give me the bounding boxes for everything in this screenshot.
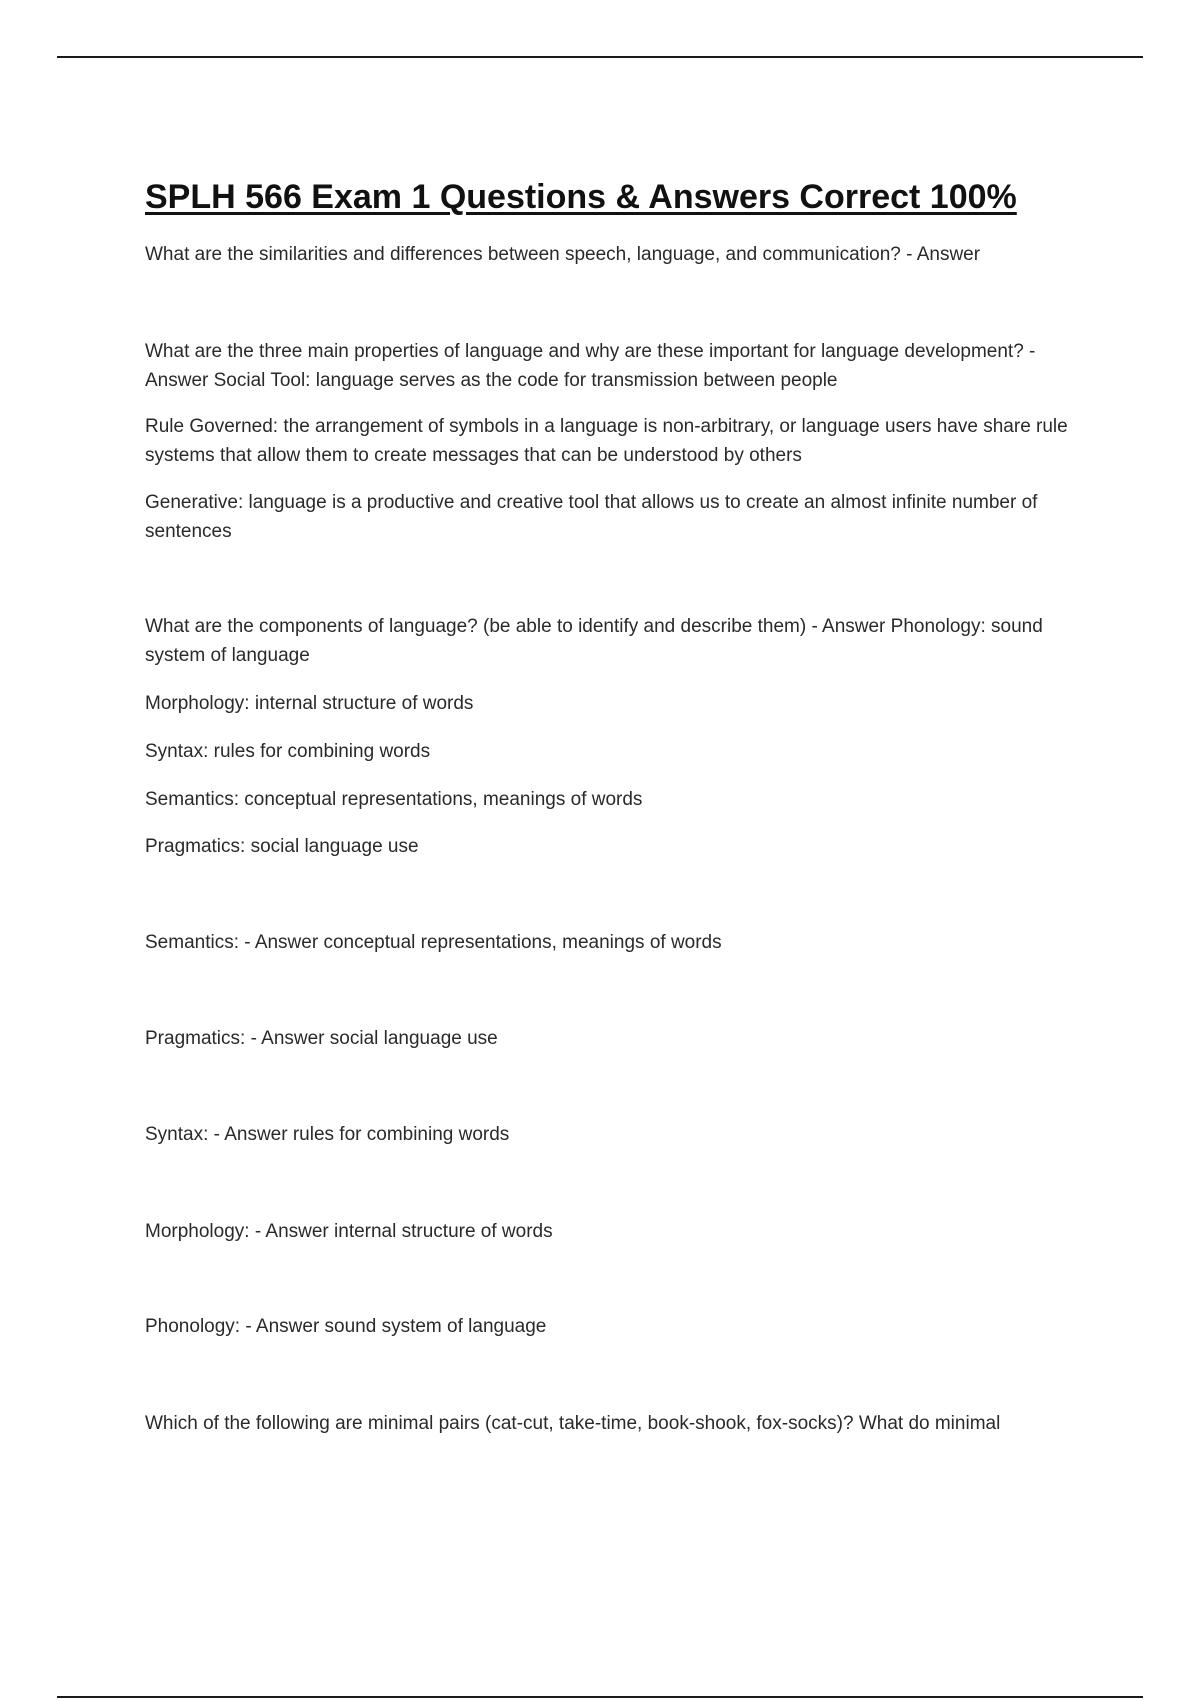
paragraph-semantics-answer: Semantics: - Answer conceptual representations, meanings of words [145, 932, 722, 953]
paragraph-syntax: Syntax: rules for combining words [145, 741, 431, 762]
paragraph-morphology: Morphology: internal structure of words [145, 693, 474, 714]
paragraph-pragmatics-answer: Pragmatics: - Answer social language use [145, 1028, 498, 1049]
paragraph-pragmatics: Pragmatics: social language use [145, 836, 419, 857]
paragraph-components-question: What are the components of language? (be able to identify and describe them) - Answer Phonology: sound system of language [145, 616, 1043, 666]
header-rule [57, 56, 1143, 58]
paragraph-morphology-answer: Morphology: - Answer internal structure of words [145, 1221, 553, 1242]
paragraph-properties-question: What are the three main properties of language and why are these important for language development? - Answer Social Tool: language serves as the code for transmission between people [145, 341, 1036, 391]
paragraph-semantics: Semantics: conceptual representations, meanings of words [145, 789, 643, 810]
document-title: SPLH 566 Exam 1 Questions & Answers Correct 100% [145, 178, 1017, 216]
paragraph-generative: Generative: language is a productive and creative tool that allows us to create an almost infinite number of sentences [145, 492, 1038, 542]
footer-rule [57, 1696, 1143, 1698]
paragraph-similarities-question: What are the similarities and differences between speech, language, and communication? - Answer [145, 244, 981, 265]
paragraph-minimal-pairs-question: Which of the following are minimal pairs (cat-cut, take-time, book-shook, fox-socks)? What do minimal [145, 1413, 1001, 1434]
paragraph-syntax-answer: Syntax: - Answer rules for combining words [145, 1124, 510, 1145]
paragraph-phonology-answer: Phonology: - Answer sound system of language [145, 1316, 547, 1337]
paragraph-rule-governed: Rule Governed: the arrangement of symbols in a language is non-arbitrary, or language users have share rule systems that allow them to create messages that can be understood by others [145, 416, 1068, 466]
